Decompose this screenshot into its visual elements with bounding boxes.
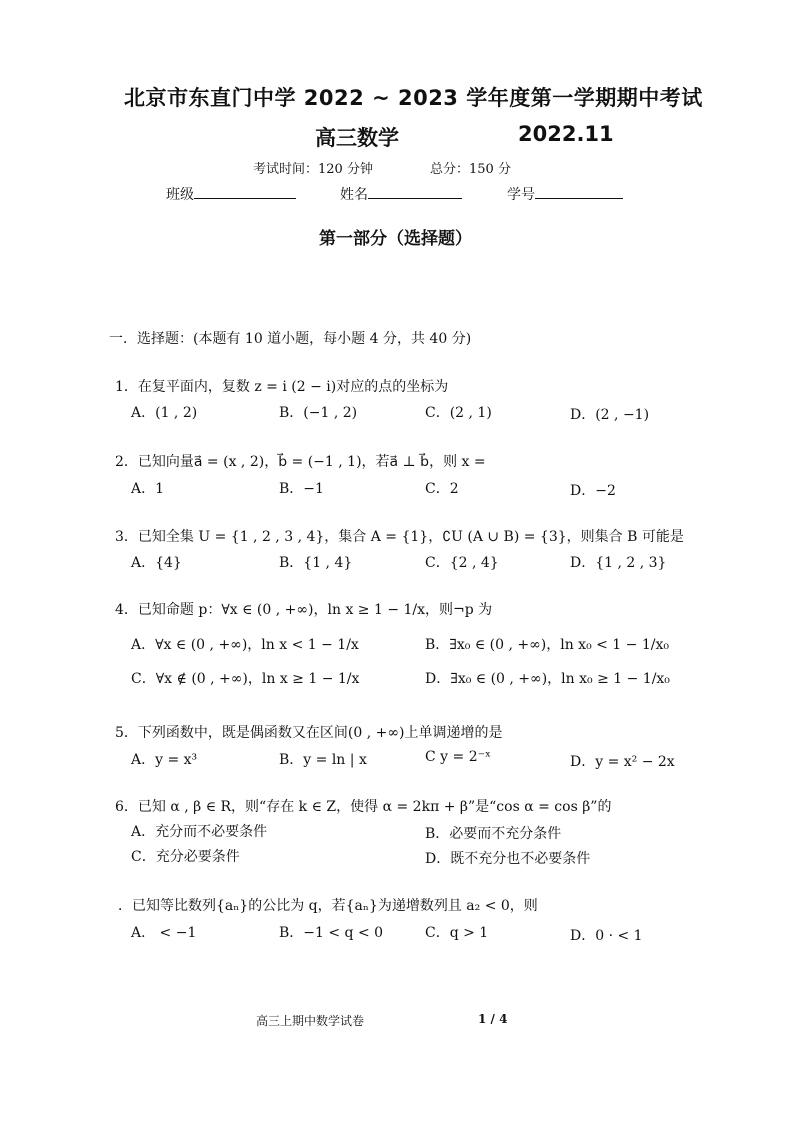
question-2-option-a: A．1 (131, 481, 165, 497)
exam-title: 北京市东直门中学 2022 ~ 2023 学年度第一学期期中考试 (124, 86, 703, 110)
question-3-option-a: A．{4} (131, 555, 182, 571)
question-6-option-b: B．必要而不充分条件 (425, 826, 562, 842)
student-no-label: 学号 (507, 187, 535, 203)
question-6-option-d: D．既不充分也不必要条件 (425, 851, 591, 867)
name-field (340, 184, 462, 204)
student-no-field (507, 184, 623, 204)
exam-time: 考试时间：120 分钟 (253, 162, 373, 177)
footer-label: 高三上期中数学试卷 (256, 1014, 365, 1028)
question-5-stem: 5．下列函数中，既是偶函数又在区间(0 , +∞)上单调递增的是 (115, 725, 503, 741)
question-7-option-b: B．−1 < q < 0 (279, 925, 384, 941)
question-2-option-c: C．2 (425, 481, 459, 497)
question-5-option-b: B．y = ln | x (279, 752, 367, 768)
question-4-option-b: B．∃x₀ ∈ (0 , +∞)，ln x₀ < 1 − 1/x₀ (425, 637, 669, 653)
question-5-option-c: C y = 2⁻ˣ (425, 749, 491, 765)
name-blank (368, 184, 462, 199)
total-score: 总分：150 分 (430, 162, 511, 177)
question-1-option-a: A．(1 , 2) (131, 405, 198, 421)
question-7-option-a: A． < −1 (131, 925, 197, 941)
question-5-option-d: D．y = x² − 2x (570, 754, 675, 770)
question-6-option-c: C．充分必要条件 (131, 849, 240, 865)
class-label: 班级 (166, 187, 194, 203)
name-label: 姓名 (340, 187, 368, 203)
section-instruction: 一．选择题：(本题有 10 道小题，每小题 4 分，共 40 分) (109, 331, 472, 347)
question-6-option-a: A．充分而不必要条件 (131, 824, 268, 840)
student-no-blank (535, 184, 623, 199)
subject-title: 高三数学 (315, 126, 399, 150)
question-7-option-c: C．q > 1 (425, 925, 489, 941)
question-4-option-c: C．∀x ∉ (0 , +∞)，ln x ≥ 1 − 1/x (131, 671, 360, 687)
question-1-stem: 1．在复平面内，复数 z = i (2 − i)对应的点的坐标为 (115, 379, 449, 395)
class-blank (194, 184, 296, 199)
question-2-stem: 2．已知向量a⃗ = (x , 2)，b⃗ = (−1 , 1)，若a⃗ ⊥ b⃗，则 x = (115, 454, 486, 470)
question-4-option-a: A．∀x ∈ (0 , +∞)，ln x < 1 − 1/x (131, 637, 359, 653)
question-4-option-d: D．∃x₀ ∈ (0 , +∞)，ln x₀ ≥ 1 − 1/x₀ (425, 671, 670, 687)
question-2-option-d: D．−2 (570, 483, 616, 499)
question-1-option-d: D．(2 , −1) (570, 407, 650, 423)
question-1-option-c: C．(2 , 1) (425, 405, 492, 421)
page-number: 1 / 4 (478, 1012, 508, 1026)
question-4-stem: 4．已知命题 p：∀x ∈ (0 , +∞)，ln x ≥ 1 − 1/x，则¬p 为 (115, 602, 493, 618)
question-7-option-d: D．0 · < 1 (570, 928, 643, 944)
class-field (166, 184, 296, 204)
question-1-option-b: B．(−1 , 2) (279, 405, 358, 421)
question-3-option-d: D．{1 , 2 , 3} (570, 555, 667, 571)
question-2-option-b: B．−1 (279, 481, 324, 497)
exam-date: 2022.11 (518, 122, 614, 146)
question-7-stem: ．已知等比数列{aₙ}的公比为 q，若{aₙ}为递增数列且 a₂ < 0，则 (118, 898, 538, 914)
question-5-option-a: A．y = x³ (131, 752, 198, 768)
question-3-option-c: C．{2 , 4} (425, 555, 499, 571)
question-3-option-b: B．{1 , 4} (279, 555, 353, 571)
question-3-stem: 3．已知全集 U = {1 , 2 , 3 , 4}，集合 A = {1}，∁U (A ∪ B) = {3}，则集合 B 可能是 (115, 529, 684, 545)
question-6-stem: 6．已知 α , β ∈ R，则“存在 k ∈ Z，使得 α = 2kπ + β”是“cos α = cos β”的 (115, 799, 612, 815)
section-title: 第一部分（选择题） (319, 229, 472, 249)
